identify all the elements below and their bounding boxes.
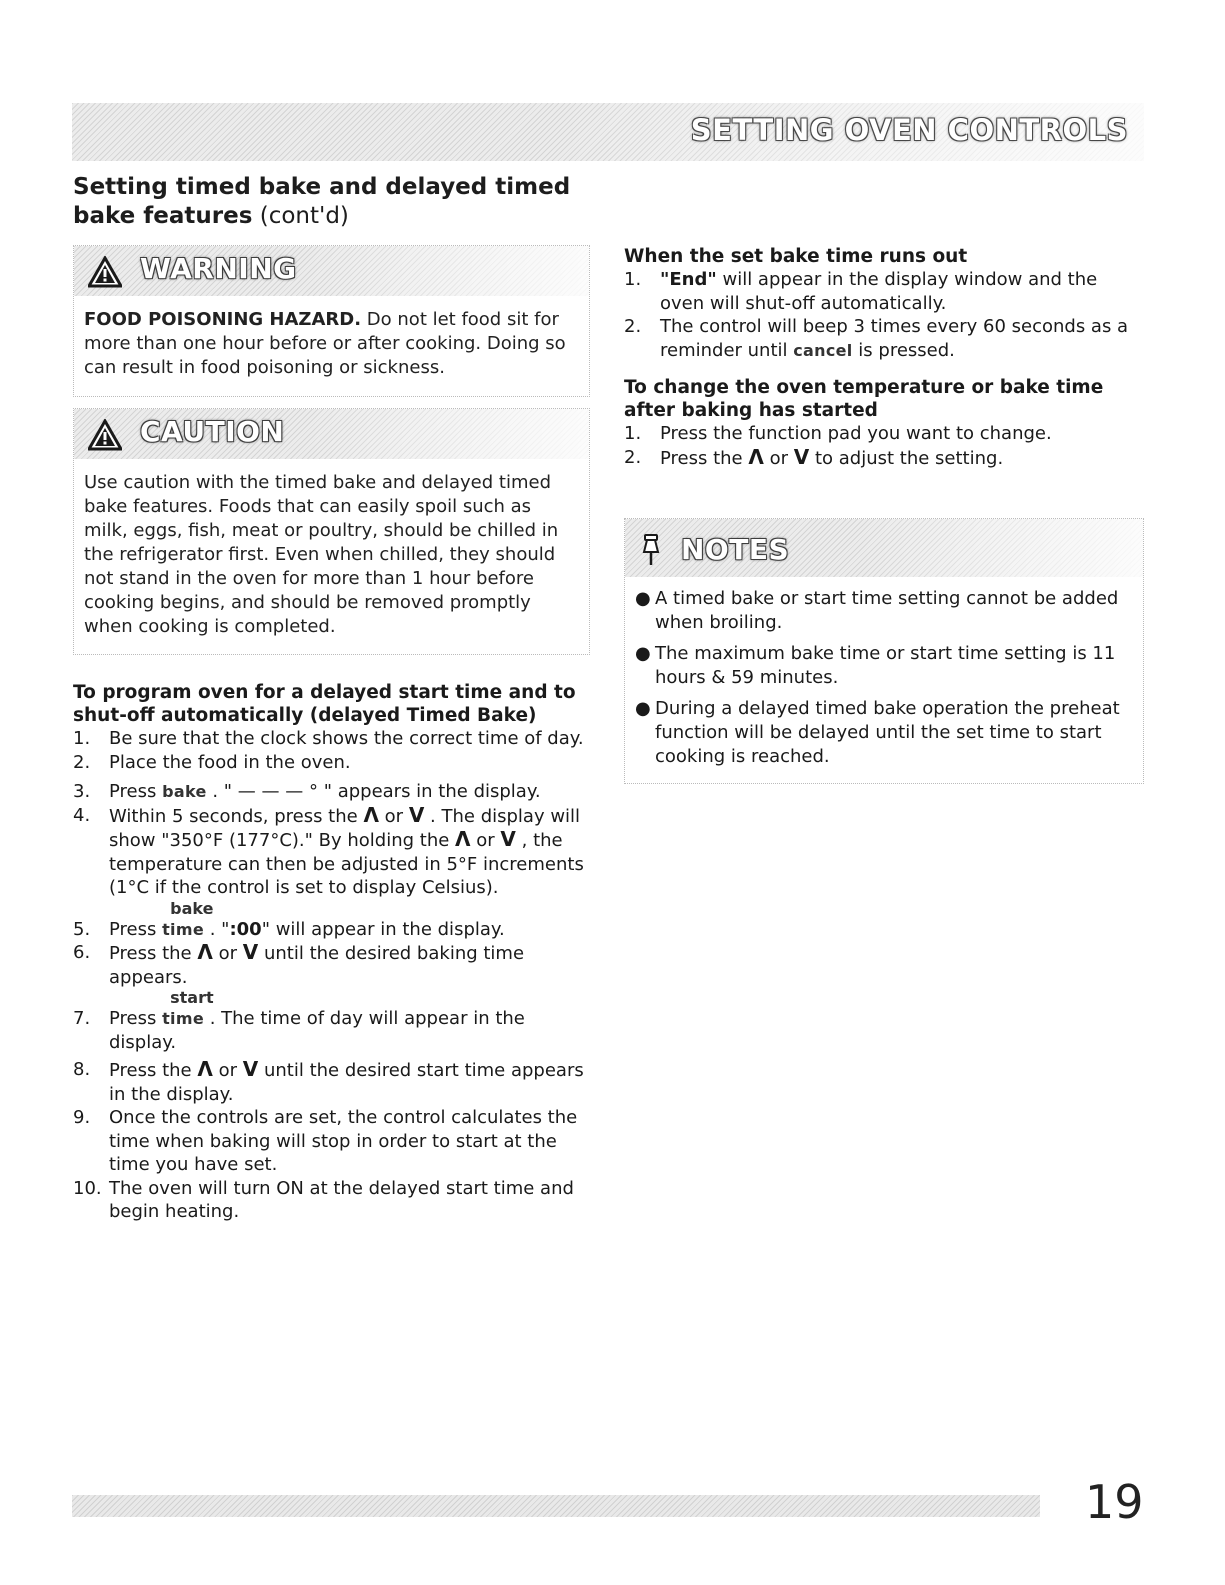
warning-text: Do not let food sit for more than one hour before or after cooking. Doing so can result in food poisoning or sickness. <box>84 309 566 378</box>
step-text: . " — — — ° " appears in the display. <box>212 781 541 802</box>
note-text: A timed bake or start time setting cannot be added when broiling. <box>655 588 1119 633</box>
step-text: Once the controls are set, the control calculates the time when baking will stop in order to start at the time you have set. <box>109 1107 578 1175</box>
key-label: time <box>162 919 204 939</box>
list-item <box>73 1177 593 1224</box>
step-number: 3. <box>73 781 91 802</box>
caution-body: Use caution with the timed bake and delayed timed bake features. Foods that can easily spoil such as milk, eggs, fish, meat or poultry, should be chilled in the refrigerator first. Even when chilled, they should not stand in the oven for more than 1 hour before cooking begins, and should be removed promptly when cooking is completed. <box>84 472 559 637</box>
up-arrow-icon: Λ <box>455 827 471 851</box>
bake-key-label: bake <box>162 782 207 801</box>
step-number: 1. <box>73 728 91 749</box>
list-item <box>624 446 1144 471</box>
runs-out-steps <box>624 268 1144 362</box>
section-heading <box>73 173 593 231</box>
list-item <box>624 268 1144 315</box>
down-arrow-icon: V <box>242 1057 259 1081</box>
runs-out-heading: When the set bake time runs out <box>624 246 968 267</box>
step-text: Press <box>109 1008 157 1029</box>
step-text: Be sure that the clock shows the correct time of day. <box>109 728 584 749</box>
step-text: or <box>769 447 789 469</box>
step-number: 2. <box>624 446 642 468</box>
footer-band <box>72 1495 1040 1517</box>
display-value: "End" <box>660 269 717 290</box>
change-heading: To change the oven temperature or bake time after baking has started <box>624 377 1104 421</box>
down-arrow-icon: V <box>242 940 259 964</box>
notes-title: NOTES <box>681 533 790 566</box>
list-item <box>73 804 593 900</box>
step-number: 8. <box>73 1059 91 1080</box>
up-arrow-icon: Λ <box>197 1057 213 1081</box>
list-item <box>73 1058 593 1106</box>
list-item <box>73 988 593 1054</box>
section-title-suffix: (cont'd) <box>259 203 349 229</box>
step-text: . The display will show "350°F (177°C)." By holding the <box>109 805 581 851</box>
up-arrow-icon: Λ <box>363 802 379 827</box>
down-arrow-icon: V <box>408 802 425 827</box>
step-text: until the desired start time appears in the display. <box>109 1060 584 1105</box>
step-text: will appear in the display window and the oven will shut-off automatically. <box>660 269 1098 314</box>
step-number: 2. <box>73 751 91 773</box>
down-arrow-icon: V <box>500 827 516 851</box>
step-number: 1. <box>624 423 642 444</box>
step-text: The control will beep 3 times every 60 seconds as a reminder until <box>660 316 1129 361</box>
step-number: 1. <box>624 269 642 290</box>
notes-box <box>624 518 1144 784</box>
delayed-bake-section <box>73 681 593 1224</box>
bullet-icon: ● <box>635 643 651 664</box>
warning-box <box>73 245 590 397</box>
list-item <box>635 642 1133 690</box>
caution-triangle-icon <box>88 419 122 451</box>
step-text: or <box>218 943 238 964</box>
down-arrow-icon: V <box>793 444 810 469</box>
list-item <box>624 422 1144 446</box>
step-text: Place the food in the oven. <box>109 751 351 773</box>
list-item <box>73 1106 593 1177</box>
warning-bar <box>74 246 589 296</box>
notes-bar <box>625 519 1143 577</box>
header-band <box>72 103 1144 161</box>
step-text: or <box>476 830 495 851</box>
list-item <box>73 727 593 751</box>
step-number: 6. <box>73 942 91 963</box>
step-text: Press <box>109 781 157 802</box>
step-text: , the temperature can then be adjusted in 5°F increments (1°C if the control is set to display Celsius). <box>109 830 584 898</box>
step-text: Press the <box>109 943 192 964</box>
change-steps <box>624 422 1144 470</box>
right-column <box>624 245 1144 470</box>
notes-list <box>635 587 1133 776</box>
section-title: Setting timed bake and delayed timed bake features <box>73 174 571 229</box>
step-text: Within 5 seconds, press the <box>109 805 358 827</box>
display-value: :00 <box>229 918 262 940</box>
warning-lead: FOOD POISONING HAZARD. <box>84 309 362 330</box>
key-top-label: bake <box>170 898 214 918</box>
warning-triangle-icon <box>88 256 122 288</box>
bake-time-key <box>162 898 214 942</box>
list-item <box>624 315 1144 362</box>
step-number: 7. <box>73 1008 91 1029</box>
step-text: Press the <box>660 447 743 469</box>
caution-box <box>73 408 590 655</box>
list-item <box>635 587 1133 635</box>
up-arrow-icon: Λ <box>197 940 213 964</box>
step-number: 4. <box>73 804 91 826</box>
list-item <box>73 751 593 775</box>
step-text: or <box>384 805 404 827</box>
list-item <box>635 697 1133 769</box>
step-number: 10. <box>73 1177 102 1199</box>
warning-title: WARNING <box>140 252 297 285</box>
key-label: time <box>162 1009 204 1028</box>
bullet-icon: ● <box>635 698 651 719</box>
step-text: to adjust the setting. <box>814 447 1004 469</box>
warning-body <box>84 308 579 380</box>
note-text: During a delayed timed bake operation the preheat function will be delayed until the set time to start cooking is reached. <box>655 698 1120 767</box>
up-arrow-icon: Λ <box>748 444 764 469</box>
step-text: " will appear in the display. <box>261 918 505 940</box>
page-number: 19 <box>1085 1475 1144 1529</box>
note-text: The maximum bake time or start time setting is 11 hours & 59 minutes. <box>655 643 1116 688</box>
step-text: or <box>218 1060 238 1081</box>
list-item <box>73 898 593 942</box>
step-text: Press the <box>109 1060 192 1081</box>
list-item <box>73 941 593 989</box>
key-top-label: start <box>170 988 214 1007</box>
step-text: Press the function pad you want to change. <box>660 423 1052 444</box>
step-number: 9. <box>73 1107 91 1128</box>
pushpin-icon <box>637 533 667 567</box>
step-text: until the desired baking time appears. <box>109 943 525 988</box>
step-text: . " <box>209 918 230 940</box>
step-text: is pressed. <box>858 339 955 361</box>
step-text: Press <box>109 918 157 940</box>
delayed-bake-steps <box>73 727 593 1224</box>
step-number: 2. <box>624 316 642 337</box>
delayed-bake-heading: To program oven for a delayed start time and to shut-off automatically (delayed Timed Bake) <box>73 682 576 726</box>
step-text: The oven will turn ON at the delayed start time and begin heating. <box>109 1177 574 1222</box>
page-header-title: SETTING OVEN CONTROLS <box>690 113 1128 147</box>
bullet-icon: ● <box>635 588 651 609</box>
step-text: . The time of day will appear in the display. <box>109 1008 525 1053</box>
caution-bar <box>74 409 589 459</box>
cancel-key-label: cancel <box>793 340 853 360</box>
caution-title: CAUTION <box>140 415 285 448</box>
list-item <box>73 780 593 804</box>
start-time-key <box>162 988 214 1031</box>
step-number: 5. <box>73 918 91 940</box>
